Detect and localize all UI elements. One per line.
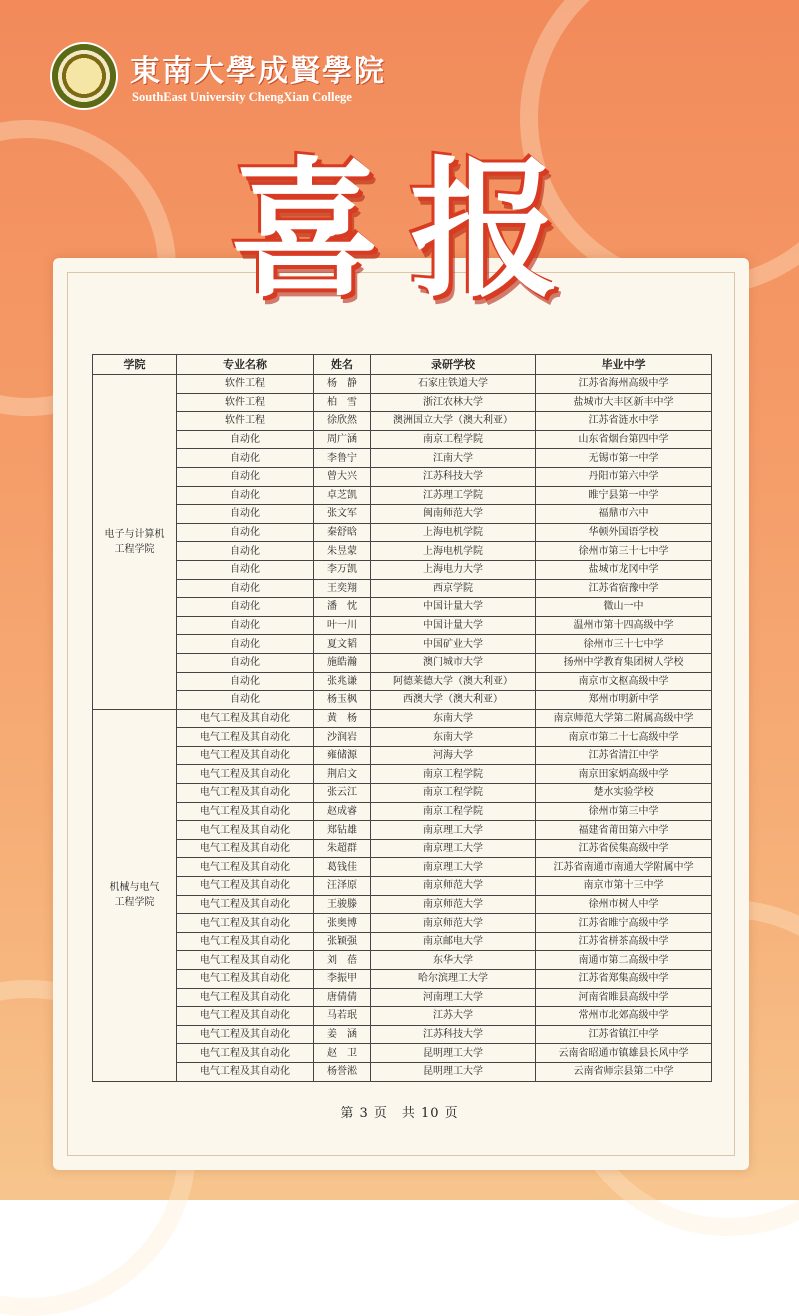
table-row bbox=[93, 988, 712, 1007]
high-school-cell: 江苏省郑集高级中学 bbox=[536, 970, 712, 989]
major-cell: 电气工程及其自动化 bbox=[177, 1007, 314, 1026]
name-cell: 唐倩倩 bbox=[314, 988, 371, 1007]
major-cell: 自动化 bbox=[177, 691, 314, 710]
name-cell: 李万凯 bbox=[314, 560, 371, 579]
table-row bbox=[93, 1007, 712, 1026]
name-cell: 杨玉枫 bbox=[314, 691, 371, 710]
high-school-cell: 云南省师宗县第二中学 bbox=[536, 1062, 712, 1081]
table-row bbox=[93, 505, 712, 524]
grad-school-cell: 阿德莱德大学（澳大利亚） bbox=[371, 672, 536, 691]
name-cell: 黄 杨 bbox=[314, 709, 371, 728]
grad-school-cell: 澳洲国立大学（澳大利亚） bbox=[371, 412, 536, 431]
grad-school-cell: 南京理工大学 bbox=[371, 839, 536, 858]
name-cell: 荆启文 bbox=[314, 765, 371, 784]
name-cell: 朱超群 bbox=[314, 839, 371, 858]
grad-school-cell: 南京理工大学 bbox=[371, 821, 536, 840]
high-school-cell: 楚水实验学校 bbox=[536, 784, 712, 803]
major-cell: 电气工程及其自动化 bbox=[177, 895, 314, 914]
table-row bbox=[93, 653, 712, 672]
grad-school-cell: 南京邮电大学 bbox=[371, 932, 536, 951]
major-cell: 电气工程及其自动化 bbox=[177, 709, 314, 728]
high-school-cell: 徐州市树人中学 bbox=[536, 895, 712, 914]
high-school-cell: 温州市第十四高级中学 bbox=[536, 616, 712, 635]
name-cell: 秦舒晗 bbox=[314, 523, 371, 542]
table-row bbox=[93, 412, 712, 431]
college-cell: 机械与电气 工程学院 bbox=[93, 709, 177, 1081]
high-school-cell: 扬州中学教育集团树人学校 bbox=[536, 653, 712, 672]
name-cell: 赵成睿 bbox=[314, 802, 371, 821]
table-row bbox=[93, 635, 712, 654]
high-school-cell: 南京市文枢高级中学 bbox=[536, 672, 712, 691]
column-header: 毕业中学 bbox=[536, 355, 712, 375]
major-cell: 电气工程及其自动化 bbox=[177, 970, 314, 989]
table-row bbox=[93, 560, 712, 579]
major-cell: 软件工程 bbox=[177, 412, 314, 431]
high-school-cell: 福鼎市六中 bbox=[536, 505, 712, 524]
high-school-cell: 江苏省侯集高级中学 bbox=[536, 839, 712, 858]
major-cell: 自动化 bbox=[177, 579, 314, 598]
high-school-cell: 徐州市第三十七中学 bbox=[536, 542, 712, 561]
table-row bbox=[93, 728, 712, 747]
major-cell: 自动化 bbox=[177, 653, 314, 672]
name-cell: 张颖强 bbox=[314, 932, 371, 951]
column-header: 录研学校 bbox=[371, 355, 536, 375]
high-school-cell: 盐城市龙冈中学 bbox=[536, 560, 712, 579]
major-cell: 电气工程及其自动化 bbox=[177, 765, 314, 784]
major-cell: 电气工程及其自动化 bbox=[177, 839, 314, 858]
name-cell: 沙润岩 bbox=[314, 728, 371, 747]
table-row bbox=[93, 858, 712, 877]
grad-school-cell: 南京工程学院 bbox=[371, 765, 536, 784]
table-row bbox=[93, 449, 712, 468]
table-row bbox=[93, 523, 712, 542]
grad-school-cell: 上海电力大学 bbox=[371, 560, 536, 579]
table-row bbox=[93, 877, 712, 896]
high-school-cell: 常州市北郊高级中学 bbox=[536, 1007, 712, 1026]
high-school-cell: 江苏省涟水中学 bbox=[536, 412, 712, 431]
column-header: 姓名 bbox=[314, 355, 371, 375]
college-cell: 电子与计算机 工程学院 bbox=[93, 375, 177, 710]
grad-school-cell: 江苏大学 bbox=[371, 1007, 536, 1026]
high-school-cell: 微山一中 bbox=[536, 598, 712, 617]
table-row bbox=[93, 672, 712, 691]
grad-school-cell: 澳门城市大学 bbox=[371, 653, 536, 672]
high-school-cell: 山东省烟台第四中学 bbox=[536, 430, 712, 449]
name-cell: 葛钱佳 bbox=[314, 858, 371, 877]
major-cell: 自动化 bbox=[177, 486, 314, 505]
grad-school-cell: 中国计量大学 bbox=[371, 616, 536, 635]
high-school-cell: 丹阳市第六中学 bbox=[536, 467, 712, 486]
table-row bbox=[93, 486, 712, 505]
grad-school-cell: 江苏理工学院 bbox=[371, 486, 536, 505]
table-row bbox=[93, 598, 712, 617]
grad-school-cell: 东南大学 bbox=[371, 709, 536, 728]
major-cell: 软件工程 bbox=[177, 393, 314, 412]
page-indicator: 第 3 页 共 10 页 bbox=[340, 1106, 459, 1121]
grad-school-cell: 昆明理工大学 bbox=[371, 1044, 536, 1063]
name-cell: 马若珉 bbox=[314, 1007, 371, 1026]
table-row bbox=[93, 839, 712, 858]
major-cell: 电气工程及其自动化 bbox=[177, 1025, 314, 1044]
high-school-cell: 江苏省宿豫中学 bbox=[536, 579, 712, 598]
grad-school-cell: 南京工程学院 bbox=[371, 430, 536, 449]
high-school-cell: 郑州市明新中学 bbox=[536, 691, 712, 710]
high-school-cell: 云南省昭通市镇雄县长风中学 bbox=[536, 1044, 712, 1063]
grad-school-cell: 东南大学 bbox=[371, 728, 536, 747]
name-cell: 柏 雪 bbox=[314, 393, 371, 412]
major-cell: 电气工程及其自动化 bbox=[177, 932, 314, 951]
name-cell: 杨 静 bbox=[314, 375, 371, 394]
table-row bbox=[93, 1062, 712, 1081]
grad-school-cell: 西京学院 bbox=[371, 579, 536, 598]
name-cell: 姜 涵 bbox=[314, 1025, 371, 1044]
grad-school-cell: 南京师范大学 bbox=[371, 895, 536, 914]
table-row bbox=[93, 616, 712, 635]
name-cell: 李振甲 bbox=[314, 970, 371, 989]
table-row bbox=[93, 821, 712, 840]
grad-school-cell: 上海电机学院 bbox=[371, 542, 536, 561]
high-school-cell: 江苏省南通市南通大学附属中学 bbox=[536, 858, 712, 877]
school-name-cn: 東南大學成賢學院 bbox=[130, 54, 386, 89]
grad-school-cell: 哈尔滨理工大学 bbox=[371, 970, 536, 989]
high-school-cell: 江苏省清江中学 bbox=[536, 746, 712, 765]
major-cell: 电气工程及其自动化 bbox=[177, 988, 314, 1007]
high-school-cell: 江苏省镇江中学 bbox=[536, 1025, 712, 1044]
table-row bbox=[93, 375, 712, 394]
name-cell: 卓芝凯 bbox=[314, 486, 371, 505]
grad-school-cell: 河南理工大学 bbox=[371, 988, 536, 1007]
grad-school-cell: 河海大学 bbox=[371, 746, 536, 765]
grad-school-cell: 南京工程学院 bbox=[371, 784, 536, 803]
high-school-cell: 南京市第十三中学 bbox=[536, 877, 712, 896]
grad-school-cell: 闽南师范大学 bbox=[371, 505, 536, 524]
grad-school-cell: 江南大学 bbox=[371, 449, 536, 468]
high-school-cell: 徐州市三十七中学 bbox=[536, 635, 712, 654]
major-cell: 电气工程及其自动化 bbox=[177, 802, 314, 821]
grad-school-cell: 中国计量大学 bbox=[371, 598, 536, 617]
table-row bbox=[93, 914, 712, 933]
major-cell: 电气工程及其自动化 bbox=[177, 784, 314, 803]
name-cell: 张兆谦 bbox=[314, 672, 371, 691]
name-cell: 周广涵 bbox=[314, 430, 371, 449]
grad-school-cell: 昆明理工大学 bbox=[371, 1062, 536, 1081]
major-cell: 电气工程及其自动化 bbox=[177, 914, 314, 933]
table-row bbox=[93, 932, 712, 951]
name-cell: 曾大兴 bbox=[314, 467, 371, 486]
name-cell: 王骏滕 bbox=[314, 895, 371, 914]
high-school-cell: 南京市第二十七高级中学 bbox=[536, 728, 712, 747]
major-cell: 软件工程 bbox=[177, 375, 314, 394]
table-row bbox=[93, 895, 712, 914]
major-cell: 电气工程及其自动化 bbox=[177, 858, 314, 877]
grad-school-cell: 西澳大学（澳大利亚） bbox=[371, 691, 536, 710]
table-row bbox=[93, 579, 712, 598]
name-cell: 张奥博 bbox=[314, 914, 371, 933]
name-cell: 赵 卫 bbox=[314, 1044, 371, 1063]
high-school-cell: 盐城市大丰区新丰中学 bbox=[536, 393, 712, 412]
major-cell: 电气工程及其自动化 bbox=[177, 746, 314, 765]
grad-school-cell: 石家庄铁道大学 bbox=[371, 375, 536, 394]
table-row bbox=[93, 784, 712, 803]
high-school-cell: 福建省莆田第六中学 bbox=[536, 821, 712, 840]
high-school-cell: 华顿外国语学校 bbox=[536, 523, 712, 542]
table-row bbox=[93, 970, 712, 989]
high-school-cell: 河南省睢县高级中学 bbox=[536, 988, 712, 1007]
name-cell: 郑钻雄 bbox=[314, 821, 371, 840]
grad-school-cell: 上海电机学院 bbox=[371, 523, 536, 542]
grad-school-cell: 南京工程学院 bbox=[371, 802, 536, 821]
high-school-cell: 江苏省睢宁高级中学 bbox=[536, 914, 712, 933]
column-header: 学院 bbox=[93, 355, 177, 375]
name-cell: 刘 蓓 bbox=[314, 951, 371, 970]
major-cell: 自动化 bbox=[177, 560, 314, 579]
grad-school-cell: 江苏科技大学 bbox=[371, 467, 536, 486]
grad-school-cell: 南京师范大学 bbox=[371, 914, 536, 933]
major-cell: 自动化 bbox=[177, 523, 314, 542]
major-cell: 自动化 bbox=[177, 598, 314, 617]
high-school-cell: 南京田家炳高级中学 bbox=[536, 765, 712, 784]
table-row bbox=[93, 765, 712, 784]
major-cell: 自动化 bbox=[177, 672, 314, 691]
name-cell: 汪泽原 bbox=[314, 877, 371, 896]
table-row bbox=[93, 709, 712, 728]
name-cell: 施皓瀚 bbox=[314, 653, 371, 672]
major-cell: 电气工程及其自动化 bbox=[177, 1044, 314, 1063]
grad-school-cell: 中国矿业大学 bbox=[371, 635, 536, 654]
school-name-en: SouthEast University ChengXian College bbox=[132, 90, 352, 104]
major-cell: 电气工程及其自动化 bbox=[177, 877, 314, 896]
table-row bbox=[93, 393, 712, 412]
grad-school-cell: 东华大学 bbox=[371, 951, 536, 970]
table-header-row bbox=[93, 355, 712, 375]
major-cell: 电气工程及其自动化 bbox=[177, 1062, 314, 1081]
table-row bbox=[93, 951, 712, 970]
name-cell: 潘 忱 bbox=[314, 598, 371, 617]
name-cell: 朱昱蒙 bbox=[314, 542, 371, 561]
table-row bbox=[93, 467, 712, 486]
table-row bbox=[93, 430, 712, 449]
major-cell: 电气工程及其自动化 bbox=[177, 951, 314, 970]
name-cell: 李鲁宁 bbox=[314, 449, 371, 468]
grad-school-cell: 浙江农林大学 bbox=[371, 393, 536, 412]
major-cell: 自动化 bbox=[177, 467, 314, 486]
major-cell: 电气工程及其自动化 bbox=[177, 821, 314, 840]
column-header: 专业名称 bbox=[177, 355, 314, 375]
name-cell: 张云江 bbox=[314, 784, 371, 803]
high-school-cell: 徐州市第三中学 bbox=[536, 802, 712, 821]
high-school-cell: 江苏省栟茶高级中学 bbox=[536, 932, 712, 951]
table-row bbox=[93, 1044, 712, 1063]
high-school-cell: 南通市第二高级中学 bbox=[536, 951, 712, 970]
high-school-cell: 江苏省海州高级中学 bbox=[536, 375, 712, 394]
high-school-cell: 睢宁县第一中学 bbox=[536, 486, 712, 505]
grad-school-cell: 南京理工大学 bbox=[371, 858, 536, 877]
major-cell: 自动化 bbox=[177, 449, 314, 468]
major-cell: 自动化 bbox=[177, 505, 314, 524]
high-school-cell: 南京师范大学第二附属高级中学 bbox=[536, 709, 712, 728]
name-cell: 王奕翔 bbox=[314, 579, 371, 598]
grad-school-cell: 江苏科技大学 bbox=[371, 1025, 536, 1044]
major-cell: 自动化 bbox=[177, 635, 314, 654]
major-cell: 自动化 bbox=[177, 616, 314, 635]
school-header bbox=[52, 42, 412, 112]
table-row bbox=[93, 1025, 712, 1044]
table-row bbox=[93, 746, 712, 765]
poster-title: 喜报 bbox=[230, 142, 591, 318]
high-school-cell: 无锡市第一中学 bbox=[536, 449, 712, 468]
major-cell: 电气工程及其自动化 bbox=[177, 728, 314, 747]
name-cell: 徐欣然 bbox=[314, 412, 371, 431]
name-cell: 张文军 bbox=[314, 505, 371, 524]
name-cell: 夏文韬 bbox=[314, 635, 371, 654]
name-cell: 叶一川 bbox=[314, 616, 371, 635]
admission-table bbox=[92, 354, 712, 1082]
table-row bbox=[93, 542, 712, 561]
major-cell: 自动化 bbox=[177, 430, 314, 449]
name-cell: 杨誉淞 bbox=[314, 1062, 371, 1081]
table-row bbox=[93, 691, 712, 710]
major-cell: 自动化 bbox=[177, 542, 314, 561]
name-cell: 雍储源 bbox=[314, 746, 371, 765]
grad-school-cell: 南京师范大学 bbox=[371, 877, 536, 896]
table-row bbox=[93, 802, 712, 821]
university-seal-icon bbox=[52, 44, 116, 108]
